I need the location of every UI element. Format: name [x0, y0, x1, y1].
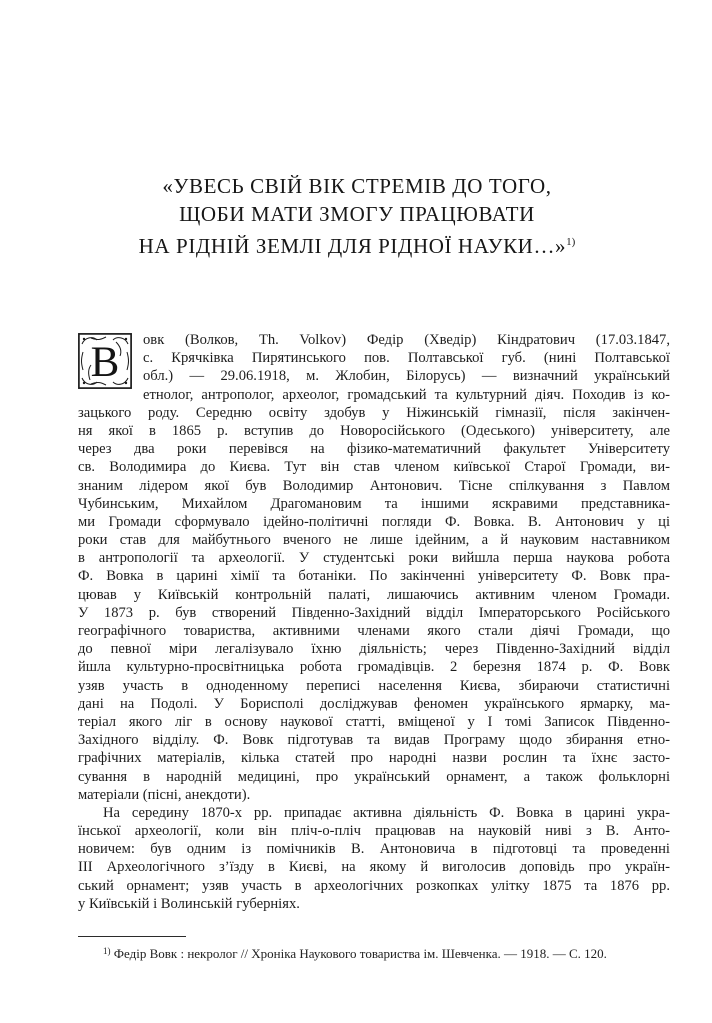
paragraph-first	[78, 331, 670, 804]
text-line: дані на Подолі. У Борисполі досліджував феномен українського ярмарку, ма-	[78, 695, 670, 712]
text-line: їнської археології, коли він пліч-о-пліч працював на науковій ниві з В. Анто-	[78, 823, 670, 840]
text-line: етнолог, антрополог, археолог, громадський та культурний діяч. Походив із ко-	[143, 386, 670, 403]
text-line: Західного відділу. Ф. Вовк підготував та видав Програму щодо збирання етно-	[78, 732, 670, 749]
text-line: цював у Київській контрольній палаті, лишаючись активним членом Громади.	[78, 586, 670, 603]
article-body	[78, 331, 670, 913]
footnote-separator	[78, 936, 186, 937]
text-line: с. Крячківка Пирятинського пов. Полтавської губ. (нині Полтавської	[143, 350, 670, 367]
chapter-title	[74, 172, 640, 260]
ornate-dropcap	[78, 333, 132, 389]
title-line-2: ЩОБИ МАТИ ЗМОГУ ПРАЦЮВАТИ	[179, 202, 535, 226]
text-line: сування в народній медицині, про український орнамент, а також фольклорні	[78, 768, 670, 785]
text-line: географічного товариства, активними членами якого стали діячі Громади, що	[78, 623, 670, 639]
text-line: ми Громади сформувало ідейно-політичні погляди Ф. Вовка. В. Антонович у ці	[78, 513, 670, 530]
text-line: знаним лідером якої був Володимир Антонович. Тісне спілкування з Павлом	[78, 477, 670, 494]
text-line: у Київській і Волинській губерніях.	[78, 895, 300, 912]
text-line: теріал якого ліг в основу наукової статті, вміщеної у I томі Записок Південно-	[78, 713, 670, 730]
text-line: На середину 1870-х рр. припадає активна діяльність Ф. Вовка в царині укра-	[103, 804, 670, 821]
title-line-3	[74, 228, 640, 260]
text-line: графічних матеріалів, кілька статей про народні назви рослин та їхнє засто-	[78, 750, 670, 767]
text-line: Ф. Вовка в царині хімії та ботаніки. По закінченні університету Ф. Вовк пра-	[78, 568, 670, 585]
text-line: через два роки перевівся на фізико-математичний факультет Університету	[78, 441, 670, 458]
footnote-area	[78, 936, 670, 962]
text-line: матеріали (пісні, анекдоти).	[78, 786, 251, 803]
text-line: узяв участь в одноденному переписі населення Києва, збираючи статистичні	[78, 677, 670, 694]
text-line: зацького роду. Середню освіту здобув у Ніжинській гімназії, після закінчен-	[78, 404, 670, 421]
footnote-marker: 1)	[103, 946, 111, 956]
text-line: до певної міри легалізувало їхню діяльність; через Південно-Західний відділ	[78, 641, 670, 658]
text-line: роки став для майбутнього вченого не лише ідейним, а й науковим наставником	[78, 532, 670, 549]
dropcap-letter: В	[90, 339, 120, 386]
paragraph-second	[78, 804, 670, 913]
text-line: ський орнамент; узяв участь в археологічних розкопках улітку 1875 та 1876 рр.	[78, 877, 670, 894]
footnote	[78, 943, 670, 962]
text-line: новичем: був одним із помічників В. Антоновича в підготовці та проведенні	[78, 841, 670, 858]
text-line: овк (Волков, Th. Volkov) Федір (Хведір) Кіндратович (17.03.1847,	[143, 332, 670, 348]
footnote-text: Федір Вовк : некролог // Хроніка Наукового товариства ім. Шевченка. — 1918. — С. 120.	[113, 946, 607, 961]
text-line: обл.) — 29.06.1918, м. Жлобин, Білорусь) — визначний український	[143, 368, 670, 385]
title-line-1: «УВЕСЬ СВІЙ ВІК СТРЕМІВ ДО ТОГО,	[162, 174, 552, 198]
text-line: У 1873 р. був створений Південно-Західний відділ Імператорського Російського	[78, 604, 670, 621]
dropcap-frame-icon	[78, 333, 132, 389]
text-line: в антропології та археології. У студентські роки вийшла перша наукова робота	[78, 550, 670, 567]
text-line: йшла культурно-просвітницька робота громадівців. 2 березня 1874 р. Ф. Вовк	[78, 659, 670, 676]
text-line: св. Володимира до Києва. Тут він став членом київської Старої Громади, ви-	[78, 459, 670, 476]
text-line: III Археологічного з’їзду в Києві, на якому й виголосив доповідь про україн-	[78, 859, 670, 876]
title-footnote-ref: 1)	[566, 236, 576, 248]
text-line: ня якої в 1865 р. вступив до Новоросійського (Одеського) університету, але	[78, 422, 670, 439]
title-line-3-text: НА РІДНІЙ ЗЕМЛІ ДЛЯ РІДНОЇ НАУКИ…»	[138, 234, 567, 258]
text-line: Чубинським, Михайлом Драгомановим та іншими яскравими представника-	[78, 495, 670, 512]
